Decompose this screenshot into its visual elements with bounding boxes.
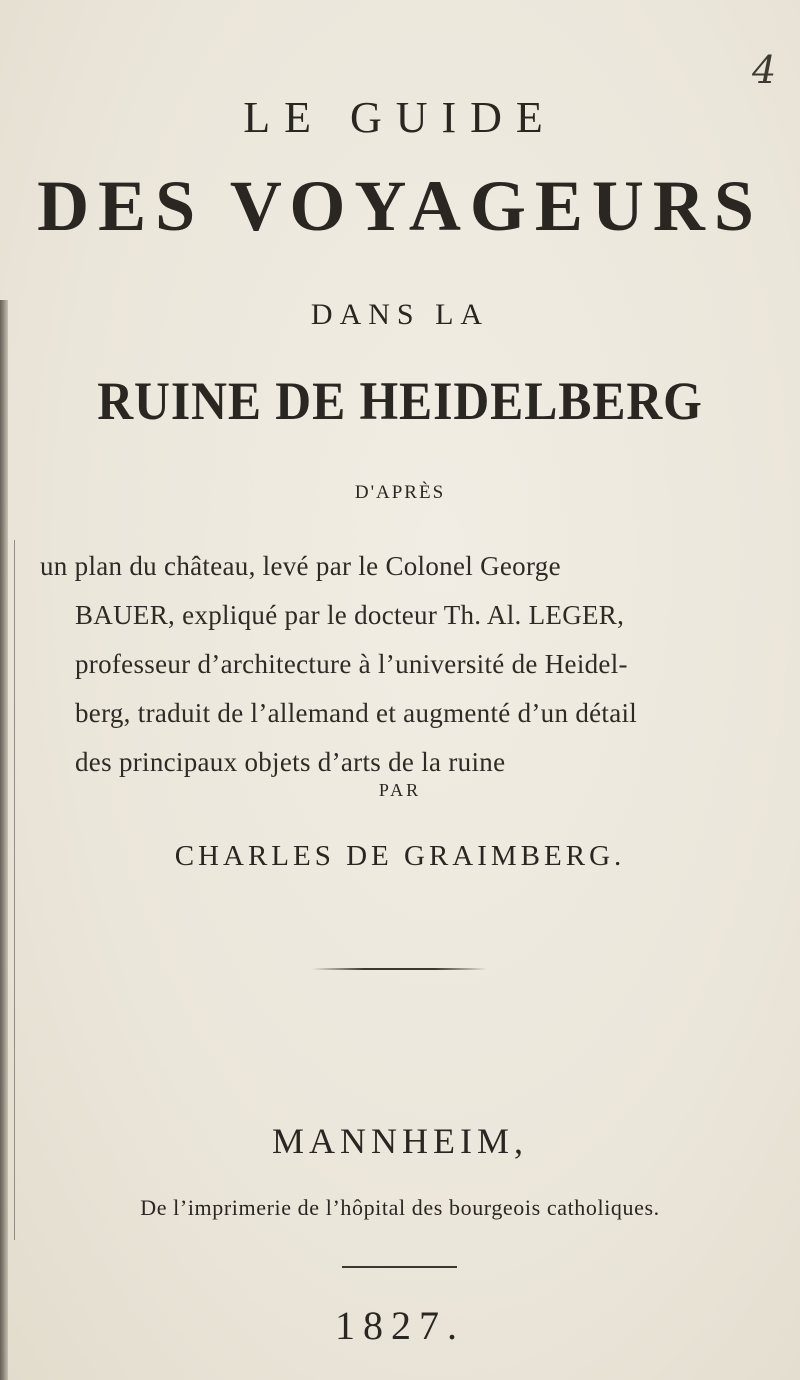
author-name: CHARLES DE GRAIMBERG. xyxy=(174,840,626,872)
description-paragraph xyxy=(40,542,765,787)
title-des-voyageurs: DES VOYAGEURS xyxy=(37,166,763,246)
description-line-1: un plan du château, levé par le Colonel George xyxy=(40,551,561,581)
imprint-printer: De l’imprimerie de l’hôpital des bourgeois catholiques. xyxy=(140,1195,660,1220)
corner-mark: 4 xyxy=(752,48,777,92)
ornamental-rule xyxy=(312,968,487,970)
title-le-guide: LE GUIDE xyxy=(243,93,557,142)
imprint-rule xyxy=(342,1266,457,1268)
description-line-3: professeur d’architecture à l’université de Heidel- xyxy=(75,649,628,679)
description-line-5: des principaux objets d’arts de la ruine xyxy=(75,747,506,777)
description-line-2: BAUER, expliqué par le docteur Th. Al. LEGER, xyxy=(75,600,625,630)
imprint-year: 1827. xyxy=(335,1303,465,1348)
by-label: PAR xyxy=(378,780,422,800)
description-line-4: berg, traduit de l’allemand et augmenté d’un détail xyxy=(75,698,638,728)
title-ruine-de-heidelberg: RUINE DE HEIDELBERG xyxy=(97,371,703,431)
subtitle-dapres: D'APRÈS xyxy=(354,482,446,503)
title-dans-la: DANS LA xyxy=(310,298,490,331)
imprint-place: MANNHEIM, xyxy=(272,1121,528,1161)
